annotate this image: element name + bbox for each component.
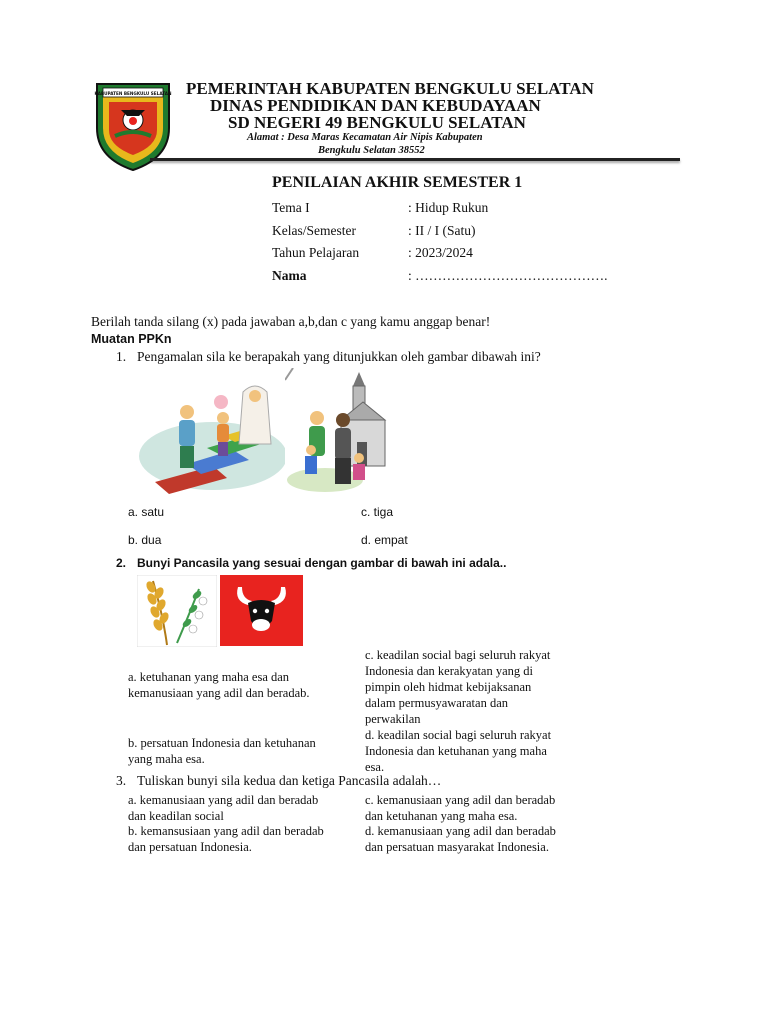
header-school-name: SD NEGERI 49 BENGKULU SELATAN: [228, 113, 526, 132]
q3-option-a[interactable]: [128, 792, 318, 824]
q3-option-c-line2: dan ketuhanan yang maha esa.: [365, 809, 518, 823]
info-label-tema: Tema I: [272, 200, 310, 215]
info-label-tahun: Tahun Pelajaran: [272, 245, 360, 260]
q1-number: 1.: [116, 349, 127, 364]
q3-option-d[interactable]: [365, 823, 556, 855]
banteng-head-symbol: [220, 575, 303, 646]
q2-option-c[interactable]: [365, 647, 550, 727]
q2-option-a-line1: a. ketuhanan yang maha esa dan: [128, 670, 290, 684]
q2-option-d-line1: d. keadilan social bagi seluruh rakyat: [365, 728, 552, 742]
info-value-kelas: : II / I (Satu): [408, 223, 476, 238]
praying-family-illustration: [135, 370, 285, 496]
header-government: PEMERINTAH KABUPATEN BENGKULU SELATAN: [186, 79, 594, 98]
q2-option-c-line4: dalam permusyawaratan dan: [365, 696, 508, 710]
q1-text: Pengamalan sila ke berapakah yang ditunjukkan oleh gambar dibawah ini?: [137, 349, 541, 364]
q3-number: 3.: [116, 773, 127, 788]
q2-option-a[interactable]: [128, 669, 310, 701]
q3-option-b[interactable]: [128, 823, 324, 855]
q2-option-c-line3: pimpin oleh hidmat kebijaksanan: [365, 680, 532, 694]
q3-option-c[interactable]: [365, 792, 555, 824]
q3-text: Tuliskan bunyi sila kedua dan ketiga Pancasila adalah…: [137, 773, 442, 788]
instruction-text: Berilah tanda silang (x) pada jawaban a,b,dan c yang kamu anggap benar!: [91, 314, 491, 329]
q2-option-c-line5: perwakilan: [365, 712, 421, 726]
info-label-kelas: Kelas/Semester: [272, 223, 356, 238]
header-address-line1: Alamat : Desa Maras Kecamatan Air Nipis Kabupaten: [247, 132, 483, 143]
q3-option-b-line1: b. kemansusiaan yang adil dan beradab: [128, 824, 324, 838]
q2-option-b-line1: b. persatuan Indonesia dan ketuhanan: [128, 736, 316, 750]
q2-number: 2.: [116, 556, 127, 570]
exam-title: PENILAIAN AKHIR SEMESTER 1: [272, 174, 523, 191]
q3-option-c-line1: c. kemanusiaan yang adil dan beradab: [365, 793, 556, 807]
section-title: Muatan PPKn: [91, 332, 172, 346]
q2-option-b-line2: yang maha esa.: [128, 752, 205, 766]
q2-option-d[interactable]: [365, 727, 551, 775]
q3-option-d-line2: dan persatuan masyarakat Indonesia.: [365, 840, 549, 854]
info-value-tema: : Hidup Rukun: [408, 200, 489, 215]
header-address-line2: Bengkulu Selatan 38552: [318, 145, 425, 156]
church-family-illustration: [285, 368, 403, 496]
rice-cotton-symbol: [137, 575, 217, 647]
info-label-nama: Nama: [272, 268, 307, 283]
q3-option-b-line2: dan persatuan Indonesia.: [128, 840, 252, 854]
header-divider: [150, 158, 680, 161]
q3-option-a-line1: a. kemanusiaan yang adil dan beradab: [128, 793, 319, 807]
q3-option-a-line2: dan keadilan social: [128, 809, 224, 823]
q2-option-a-line2: kemanusiaan yang adil dan beradab.: [128, 686, 310, 700]
q2-option-c-line1: c. keadilan social bagi seluruh rakyat: [365, 648, 551, 662]
info-value-tahun: : 2023/2024: [408, 245, 473, 260]
q1-option-c[interactable]: c. tiga: [361, 505, 394, 519]
q2-option-b[interactable]: [128, 735, 316, 767]
svg-text:KABUPATEN BENGKULU SELATAN: KABUPATEN BENGKULU SELATAN: [94, 91, 172, 96]
q1-option-b[interactable]: b. dua: [128, 533, 162, 547]
q2-option-d-line3: esa.: [365, 760, 385, 774]
q2-text: Bunyi Pancasila yang sesuai dengan gambar di bawah ini adala..: [137, 556, 507, 570]
header-department: DINAS PENDIDIKAN DAN KEBUDAYAAN: [210, 96, 541, 115]
q2-option-d-line2: Indonesia dan ketuhanan yang maha: [365, 744, 547, 758]
q2-option-c-line2: Indonesia dan kerakyatan yang di: [365, 664, 533, 678]
q1-option-a[interactable]: a. satu: [128, 505, 165, 519]
q1-option-d[interactable]: d. empat: [361, 533, 408, 547]
info-value-nama: : …………………………………….: [408, 268, 608, 283]
q3-option-d-line1: d. kemanusiaan yang adil dan beradab: [365, 824, 556, 838]
